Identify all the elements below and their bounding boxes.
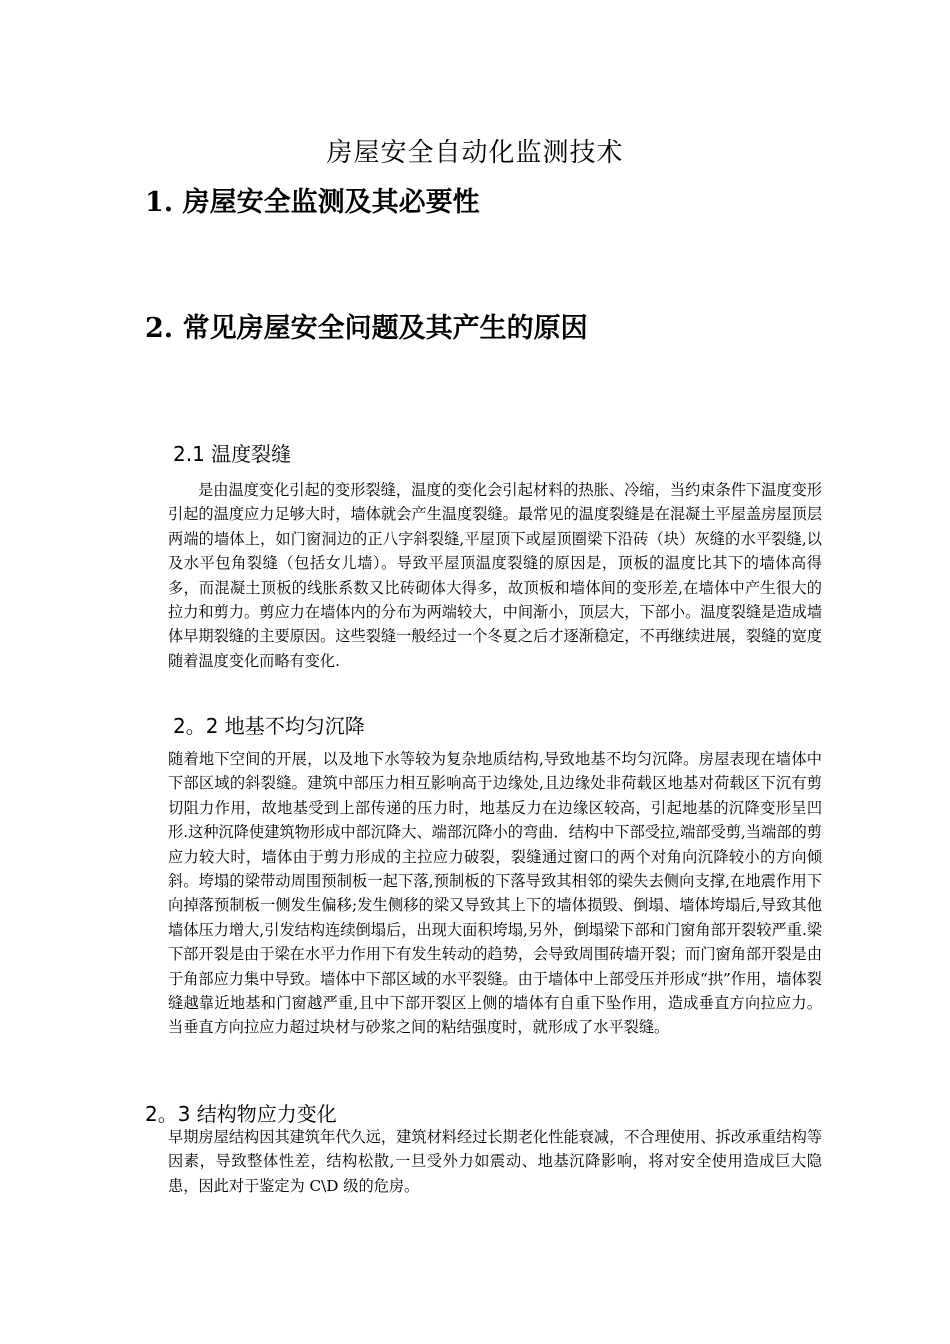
subsection-heading-2-2: 2。2 地基不均匀沉降 — [173, 714, 365, 738]
paragraph-uneven-settlement: 随着地下空间的开展，以及地下水等较为复杂地质结构,导致地基不均匀沉降。房屋表现在墙体中下部区域的斜裂缝。建筑中部压力相互影响高于边缘处,且边缘处非荷载区地基对荷载区下沉有剪切阻力作用，故地基受到上部传递的压力时，地基反力在边缘区较高，引起地基的沉降变形呈凹形.这种沉降使建筑物形成中部沉降大、端部沉降小的弯曲．结构中下部受拉,端部受剪,当端部的剪应力较大时，墙体由于剪力形成的主拉应力破裂，裂缝通过窗口的两个对角向沉降较小的方向倾斜。垮塌的梁带动周围预制板一起下落,预制板的下落导致其相邻的梁失去侧向支撑,在地震作用下向掉落预制板一侧发生偏移;发生侧移的梁又导致其上下的墙体损毁、倒塌、墙体垮塌后,导致其他墙体压力增大,引发结构连续倒塌后，出现大面积垮塌,另外，倒塌梁下部和门窗角部开裂较严重.梁下部开裂是由于梁在水平力作用下有发生转动的趋势，会导致周围砖墙开裂；而门窗角部开裂是由于角部应力集中导致。墙体中下部区域的水平裂缝。由于墙体中上部受压并形成“拱”作用，墙体裂缝越靠近地基和门窗越严重,且中下部开裂区上侧的墙体有自重下坠作用，造成垂直方向拉应力。当垂直方向拉应力超过块材与砂浆之间的粘结强度时，就形成了水平裂缝。 — [168, 750, 822, 1037]
paragraph-temperature-cracks: 是由温度变化引起的变形裂缝，温度的变化会引起材料的热胀、冷缩，当约束条件下温度变形引起的温度应力足够大时，墙体就会产生温度裂缝。最常见的温度裂缝是在混凝土平屋盖房屋顶层两端的墙体上，如门窗洞边的正八字斜裂缝,平屋顶下或屋顶圈梁下沿砖（块）灰缝的水平裂缝,以及水平包角裂缝（包括女儿墙）。导致平屋顶温度裂缝的原因是，顶板的温度比其下的墙体高得多，而混凝土顶板的线胀系数又比砖砌体大得多，故顶板和墙体间的变形差,在墙体中产生很大的拉力和剪力。剪应力在墙体内的分布为两端较大，中间渐小，顶层大，下部小。温度裂缝是造成墙体早期裂缝的主要原因。这些裂缝一般经过一个冬夏之后才逐渐稳定，不再继续进展，裂缝的宽度随着温度变化而略有变化. — [168, 481, 822, 670]
document-title: 房屋安全自动化监测技术 — [326, 138, 624, 168]
section-heading-2: 2. 常见房屋安全问题及其产生的原因 — [145, 313, 588, 344]
section-heading-1: 1. 房屋安全监测及其必要性 — [145, 187, 480, 218]
subsection-heading-2-3: 2。3 结构物应力变化 — [145, 1102, 337, 1126]
paragraph-structural-stress: 早期房屋结构因其建筑年代久远，建筑材料经过长期老化性能衰减，不合理使用、拆改承重结构等因素，导致整体性差，结构松散,一旦受外力如震动、地基沉降影响，将对安全使用造成巨大隐患，因此对于鉴定为 C\D 级的危房。 — [168, 1128, 822, 1195]
subsection-heading-2-1: 2.1 温度裂缝 — [173, 442, 292, 466]
